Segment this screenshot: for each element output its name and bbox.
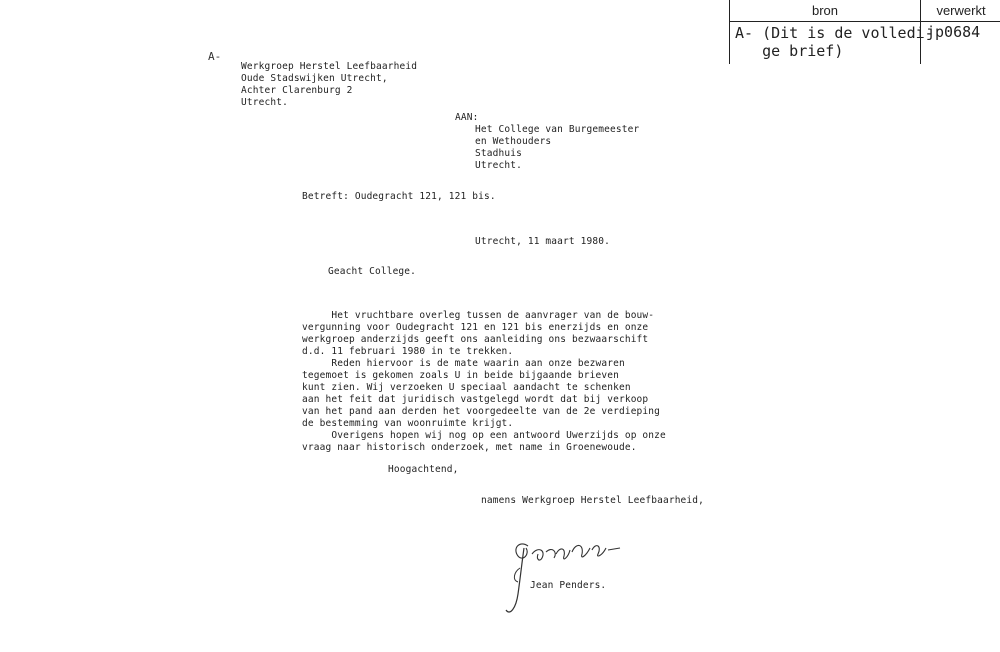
body-line: kunt zien. Wij verzoeken U speciaal aandacht te schenken [302,382,631,393]
salutation: Geacht College. [328,266,417,277]
body-line: Het vruchtbare overleg tussen de aanvrager van de bouw- [302,310,655,321]
body-line: d.d. 11 februari 1980 in te trekken. [302,346,514,357]
closing: Hoogachtend, [388,464,459,475]
stamp-verwerkt-header: verwerkt [936,3,986,18]
recipient-line: Utrecht. [475,160,522,171]
body-line: werkgroep anderzijds geeft ons aanleiding ons bezwaarschift [302,334,649,345]
body-line: de bestemming van woonruimte krijgt. [302,418,514,429]
sender-line: Utrecht. [241,97,288,108]
sender-line: Achter Clarenburg 2 [241,85,353,96]
archive-stamp-table [729,0,1000,64]
sender-line: Oude Stadswijken Utrecht, [241,73,388,84]
stamp-bron-note: A- (Dit is de volledi- ge brief) [735,24,934,60]
recipient-aan-label: AAN: [455,112,479,123]
body-line: vergunning voor Oudegracht 121 en 121 bis enerzijds en onze [302,322,649,333]
body-line: van het pand aan derden het voorgedeelte van de 2e verdieping [302,406,661,417]
on-behalf-line: namens Werkgroep Herstel Leefbaarheid, [481,495,705,506]
place-date: Utrecht, 11 maart 1980. [475,236,610,247]
signatory-name: Jean Penders. [530,580,607,591]
body-line: vraag naar historisch onderzoek, met name in Groenewoude. [302,442,637,453]
body-line: Overigens hopen wij nog op een antwoord Uwerzijds op onze [302,430,666,441]
recipient-line: Het College van Burgemeester [475,124,640,135]
subject-line: Betreft: Oudegracht 121, 121 bis. [302,191,496,202]
recipient-line: en Wethouders [475,136,552,147]
handwritten-signature [498,532,628,622]
body-line: tegemoet is gekomen zoals U in beide bijgaande brieven [302,370,619,381]
sender-line: Werkgroep Herstel Leefbaarheid [241,61,418,72]
margin-marker: A- [208,50,222,63]
recipient-line: Stadhuis [475,148,522,159]
stamp-bron-header: bron [811,3,839,18]
body-line: aan het feit dat juridisch vastgelegd wordt dat bij verkoop [302,394,649,405]
body-line: Reden hiervoor is de mate waarin aan onze bezwaren [302,358,625,369]
stamp-verwerkt-code: jp0684 [926,23,981,41]
